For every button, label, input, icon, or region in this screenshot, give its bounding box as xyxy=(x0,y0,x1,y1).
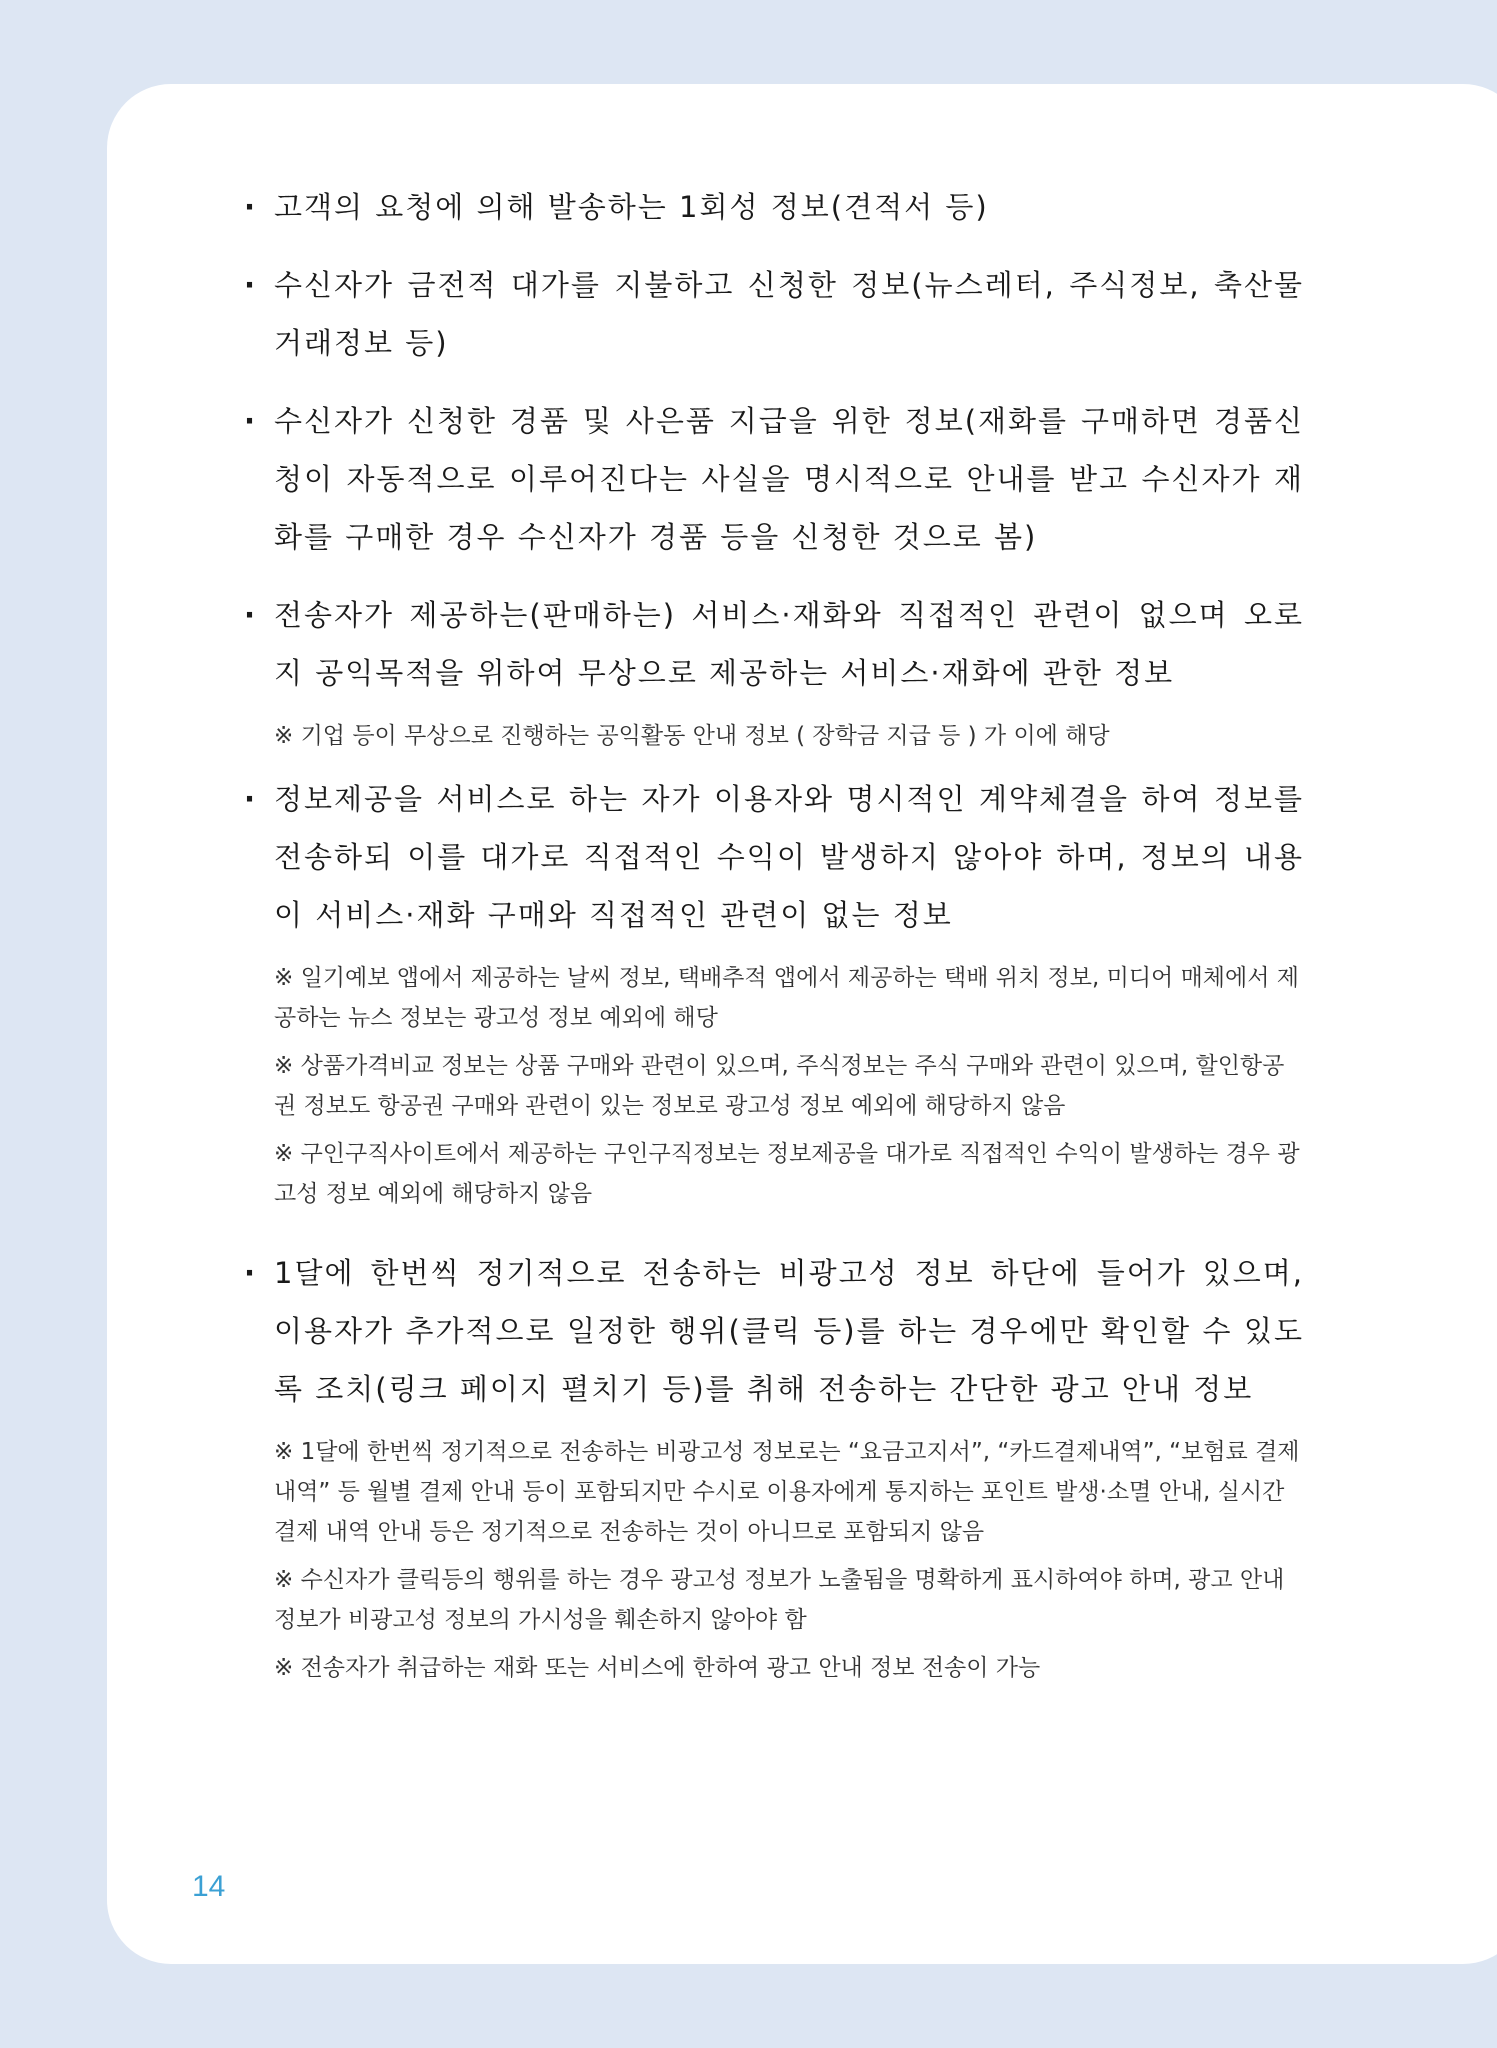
note-text: ※ 1달에 한번씩 정기적으로 전송하는 비광고성 정보로는 “요금고지서”, “카드결제내역”, “보험료 결제내역” 등 월별 결제 안내 등이 포함되지만 수시로 이용자에게 통지하는 포인트 발생·소멸 안내, 실시간 결제 내역 안내 등은 정기적으로 전송하는 것이 아니므로 포함되지 않음 xyxy=(274,1439,1300,1545)
bullet-text: · 고객의 요청에 의해 발송하는 1회성 정보(견적서 등) xyxy=(274,190,989,224)
note-text: ※ 상품가격비교 정보는 상품 구매와 관련이 있으며, 주식정보는 주식 구매와 관련이 있으며, 할인항공권 정보도 항공권 구매와 관련이 있는 정보로 광고성 정보 예외에 해당하지 않음 xyxy=(274,1053,1285,1119)
note-text: ※ 기업 등이 무상으로 진행하는 공익활동 안내 정보 ( 장학금 지급 등 ) 가 이에 해당 xyxy=(274,723,1110,749)
note-item xyxy=(244,1432,1304,1552)
note-item xyxy=(244,1560,1304,1640)
note-text: ※ 수신자가 클릭등의 행위를 하는 경우 광고성 정보가 노출됨을 명확하게 표시하여야 하며, 광고 안내 정보가 비광고성 정보의 가시성을 훼손하지 않아야 함 xyxy=(274,1567,1285,1633)
bullet-text: · 전송자가 제공하는(판매하는) 서비스·재화와 직접적인 관련이 없으며 오로지 공익목적을 위하여 무상으로 제공하는 서비스·재화에 관한 정보 xyxy=(274,598,1304,690)
note-text: ※ 일기예보 앱에서 제공하는 날씨 정보, 택배추적 앱에서 제공하는 택배 위치 정보, 미디어 매체에서 제공하는 뉴스 정보는 광고성 정보 예외에 해당 xyxy=(274,965,1299,1031)
note-item xyxy=(244,1046,1304,1126)
bullet-item xyxy=(244,1244,1304,1418)
bullet-item xyxy=(244,178,1304,236)
note-text: ※ 구인구직사이트에서 제공하는 구인구직정보는 정보제공을 대가로 직접적인 수익이 발생하는 경우 광고성 정보 예외에 해당하지 않음 xyxy=(274,1141,1300,1207)
bullet-item xyxy=(244,392,1304,566)
document-body xyxy=(244,178,1304,1696)
bullet-item xyxy=(244,586,1304,702)
bullet-item xyxy=(244,770,1304,944)
bullet-text: · 정보제공을 서비스로 하는 자가 이용자와 명시적인 계약체결을 하여 정보를 전송하되 이를 대가로 직접적인 수익이 발생하지 않아야 하며, 정보의 내용이 서비스·재화 구매와 직접적인 관련이 없는 정보 xyxy=(274,782,1304,932)
note-item xyxy=(244,716,1304,756)
note-text: ※ 전송자가 취급하는 재화 또는 서비스에 한하여 광고 안내 정보 전송이 가능 xyxy=(274,1655,1041,1681)
bullet-text: · 수신자가 신청한 경품 및 사은품 지급을 위한 정보(재화를 구매하면 경품신청이 자동적으로 이루어진다는 사실을 명시적으로 안내를 받고 수신자가 재화를 구매한 경우 수신자가 경품 등을 신청한 것으로 봄) xyxy=(274,404,1304,554)
note-item xyxy=(244,1648,1304,1688)
note-item xyxy=(244,1134,1304,1214)
bullet-item xyxy=(244,256,1304,372)
bullet-text: · 1달에 한번씩 정기적으로 전송하는 비광고성 정보 하단에 들어가 있으며, 이용자가 추가적으로 일정한 행위(클릭 등)를 하는 경우에만 확인할 수 있도록 조치(링크 페이지 펼치기 등)를 취해 전송하는 간단한 광고 안내 정보 xyxy=(274,1256,1304,1406)
note-item xyxy=(244,958,1304,1038)
bullet-text: · 수신자가 금전적 대가를 지불하고 신청한 정보(뉴스레터, 주식정보, 축산물 거래정보 등) xyxy=(274,268,1304,360)
page-number: 14 xyxy=(192,1870,226,1903)
